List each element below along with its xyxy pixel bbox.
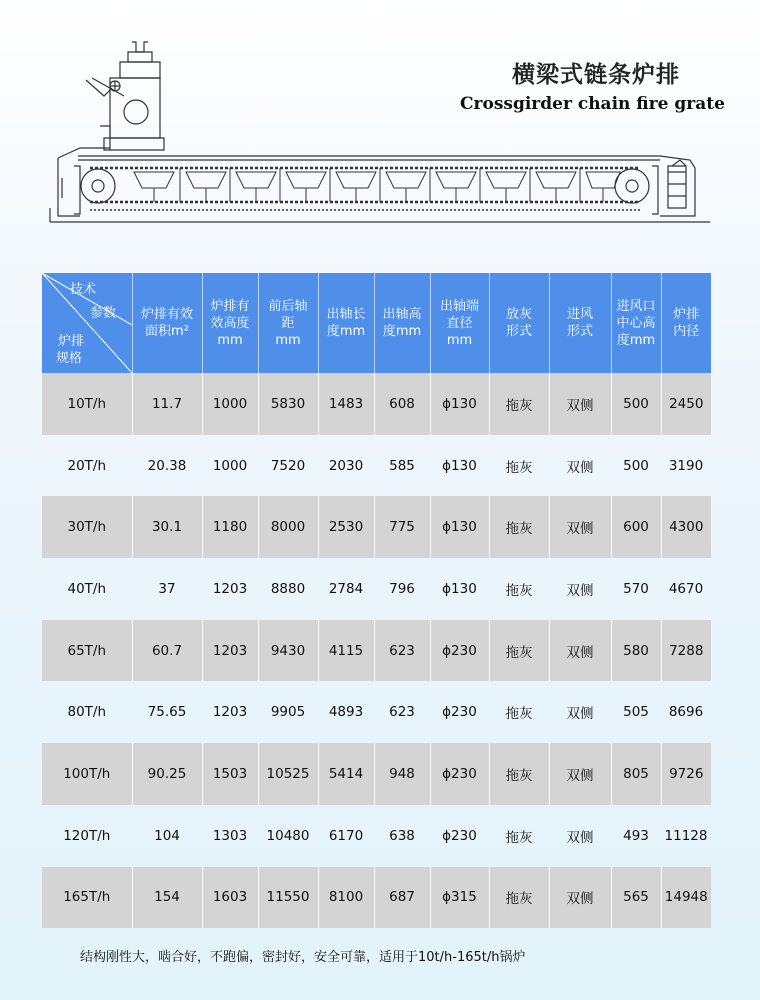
row-spec-cell: 80T/h: [67, 704, 107, 721]
header-cell: [318, 273, 374, 373]
table-cell: 5414: [318, 743, 374, 805]
header-label-line: 直径: [446, 315, 473, 331]
row-spec-cell: 65T/h: [42, 620, 132, 682]
table-cell: 608: [374, 373, 430, 435]
table-cell: 4115: [318, 620, 374, 682]
header-label-line: 面积m²: [145, 324, 189, 339]
table-cell: 1203: [212, 580, 248, 597]
header-label-line: 度mm: [382, 324, 422, 339]
header-label-line: 前后轴: [268, 298, 308, 314]
table-cell: 565: [611, 867, 661, 929]
header-label-line: mm: [275, 332, 301, 348]
table-cell: 双侧: [549, 867, 611, 929]
corner-label-grate: 炉排: [58, 334, 85, 349]
row-spec-cell: 10T/h: [42, 373, 132, 435]
row-spec-cell: 30T/h: [42, 496, 132, 558]
table-cell: 双侧: [549, 620, 611, 682]
page-title-english: Crossgirder chain fire grate: [460, 94, 725, 114]
table-cell: 10480: [266, 827, 310, 844]
row-spec-cell: 120T/h: [63, 827, 111, 844]
header-cell: [374, 273, 430, 373]
table-cell: 9726: [661, 743, 711, 805]
grate-spec-table: [42, 273, 712, 928]
table-cell: 拖灰: [505, 706, 533, 723]
table-cell: 7288: [661, 620, 711, 682]
header-label-line: 效高度: [210, 315, 250, 331]
table-cell: 双侧: [566, 582, 594, 599]
table-cell: 570: [623, 580, 649, 597]
table-cell: 拖灰: [489, 867, 549, 929]
table-cell: 30.1: [132, 496, 202, 558]
table-cell: 1203: [212, 704, 248, 721]
table-cell: 2450: [661, 373, 711, 435]
table-cell: ϕ130: [430, 496, 489, 558]
table-cell: 9430: [258, 620, 318, 682]
table-cell: 500: [611, 373, 661, 435]
header-cell: [258, 273, 318, 373]
header-label-line: 度mm: [616, 332, 656, 348]
row-spec-cell: 20T/h: [67, 457, 107, 474]
table-cell: 805: [611, 743, 661, 805]
header-cell: [661, 273, 711, 373]
table-cell: 11550: [258, 867, 318, 929]
table-cell: 4670: [668, 580, 704, 597]
table-cell: 拖灰: [489, 620, 549, 682]
table-cell: 8880: [270, 580, 306, 597]
table-cell: 3190: [668, 457, 704, 474]
row-spec-cell: 40T/h: [67, 580, 107, 597]
table-cell: 585: [389, 457, 415, 474]
footer-note: 结构刚性大，啮合好，不跑偏，密封好，安全可靠，适用于10t/h-165t/h锅炉: [80, 950, 526, 965]
table-cell: 20.38: [147, 457, 187, 474]
table-cell: 9905: [270, 704, 306, 721]
header-label-line: 内径: [673, 324, 700, 339]
table-cell: 双侧: [566, 829, 594, 846]
table-row: [42, 681, 711, 743]
table-cell: 11128: [664, 827, 708, 844]
row-spec-cell: 100T/h: [42, 743, 132, 805]
table-cell: 60.7: [132, 620, 202, 682]
table-body: [42, 373, 711, 928]
table-cell: 2784: [328, 580, 364, 597]
table-cell: ϕ230: [442, 827, 477, 844]
table-cell: ϕ130: [430, 373, 489, 435]
table-cell: 1603: [202, 867, 258, 929]
table-cell: 1483: [318, 373, 374, 435]
table-header-row: [42, 273, 711, 373]
header-label-line: 炉排有: [210, 298, 250, 314]
header-cell: [611, 273, 661, 373]
table-cell: 双侧: [566, 459, 594, 476]
header-label-line: 形式: [566, 324, 593, 339]
table-row: [42, 743, 711, 805]
header-label-line: 出轴高: [382, 307, 422, 322]
table-cell: 1503: [202, 743, 258, 805]
table-cell: 拖灰: [505, 459, 533, 476]
corner-label-spec: 规格: [56, 351, 83, 366]
header-label-line: 出轴长: [326, 307, 366, 322]
table-row: [42, 558, 711, 620]
header-label-line: 形式: [505, 324, 532, 339]
header-label-line: 度mm: [326, 324, 366, 339]
table-cell: 4893: [328, 704, 364, 721]
header-cell: [132, 273, 202, 373]
table-cell: 75.65: [147, 704, 187, 721]
header-label-line: mm: [446, 332, 473, 348]
table-cell: 8100: [318, 867, 374, 929]
page-title-chinese: 横梁式链条炉排: [512, 62, 680, 88]
hero-section: [0, 0, 760, 255]
header-cell: [489, 273, 549, 373]
header-label-line: 中心高: [616, 315, 656, 331]
table-cell: 5830: [258, 373, 318, 435]
table-cell: 90.25: [132, 743, 202, 805]
table-cell: 493: [623, 827, 649, 844]
header-cell: [202, 273, 258, 373]
table-cell: 7520: [270, 457, 306, 474]
table-cell: 638: [389, 827, 415, 844]
table-cell: 37: [158, 580, 176, 597]
corner-header-cell: [42, 273, 132, 373]
table-cell: 104: [154, 827, 180, 844]
table-cell: 拖灰: [505, 582, 533, 599]
header-label-line: 距: [281, 315, 295, 331]
table-cell: 双侧: [549, 373, 611, 435]
table-cell: ϕ130: [442, 457, 477, 474]
table-cell: ϕ230: [430, 743, 489, 805]
table-cell: 154: [132, 867, 202, 929]
table-cell: 14948: [661, 867, 711, 929]
table-cell: ϕ315: [430, 867, 489, 929]
header-label-line: 出轴端: [439, 298, 479, 314]
table-cell: 1000: [212, 457, 248, 474]
table-cell: 11.7: [132, 373, 202, 435]
table-cell: 623: [374, 620, 430, 682]
table-cell: 双侧: [549, 743, 611, 805]
table-cell: 双侧: [549, 496, 611, 558]
table-cell: 2030: [328, 457, 364, 474]
table-cell: 948: [374, 743, 430, 805]
header-label-line: 进风: [566, 307, 593, 322]
table-cell: 775: [374, 496, 430, 558]
corner-label-tech: 技术: [70, 282, 97, 297]
header-cell: [549, 273, 611, 373]
table-cell: 拖灰: [489, 373, 549, 435]
table-cell: 687: [374, 867, 430, 929]
table-cell: ϕ130: [442, 580, 477, 597]
table-cell: 10525: [258, 743, 318, 805]
header-cell: [430, 273, 489, 373]
table-cell: 600: [611, 496, 661, 558]
table-cell: 580: [611, 620, 661, 682]
table-cell: 6170: [328, 827, 364, 844]
table-cell: 505: [623, 704, 649, 721]
table-cell: 1203: [202, 620, 258, 682]
table-row: [42, 496, 711, 558]
table-cell: 1180: [202, 496, 258, 558]
header-label-line: 放灰: [505, 307, 532, 322]
table-cell: 拖灰: [489, 743, 549, 805]
table-row: [42, 435, 711, 497]
table-cell: ϕ230: [430, 620, 489, 682]
table-cell: 双侧: [566, 706, 594, 723]
table-cell: ϕ230: [442, 704, 477, 721]
table-cell: 1303: [212, 827, 248, 844]
table-row: [42, 867, 711, 929]
table-row: [42, 805, 711, 867]
table-cell: 8696: [668, 704, 704, 721]
table-row: [42, 373, 711, 435]
header-label-line: 炉排: [673, 307, 700, 322]
corner-label-params: 参数: [90, 306, 117, 321]
header-label-line: 炉排有效: [140, 307, 193, 322]
table-cell: 拖灰: [505, 829, 533, 846]
row-spec-cell: 165T/h: [42, 867, 132, 929]
header-label-line: 进风口: [616, 298, 656, 314]
table-cell: 623: [389, 704, 415, 721]
table-cell: 796: [389, 580, 415, 597]
table-cell: 2530: [318, 496, 374, 558]
table-cell: 拖灰: [489, 496, 549, 558]
table-cell: 1000: [202, 373, 258, 435]
table-row: [42, 620, 711, 682]
header-label-line: mm: [217, 332, 243, 348]
table-cell: 8000: [258, 496, 318, 558]
table-cell: 500: [623, 457, 649, 474]
table-cell: 4300: [661, 496, 711, 558]
